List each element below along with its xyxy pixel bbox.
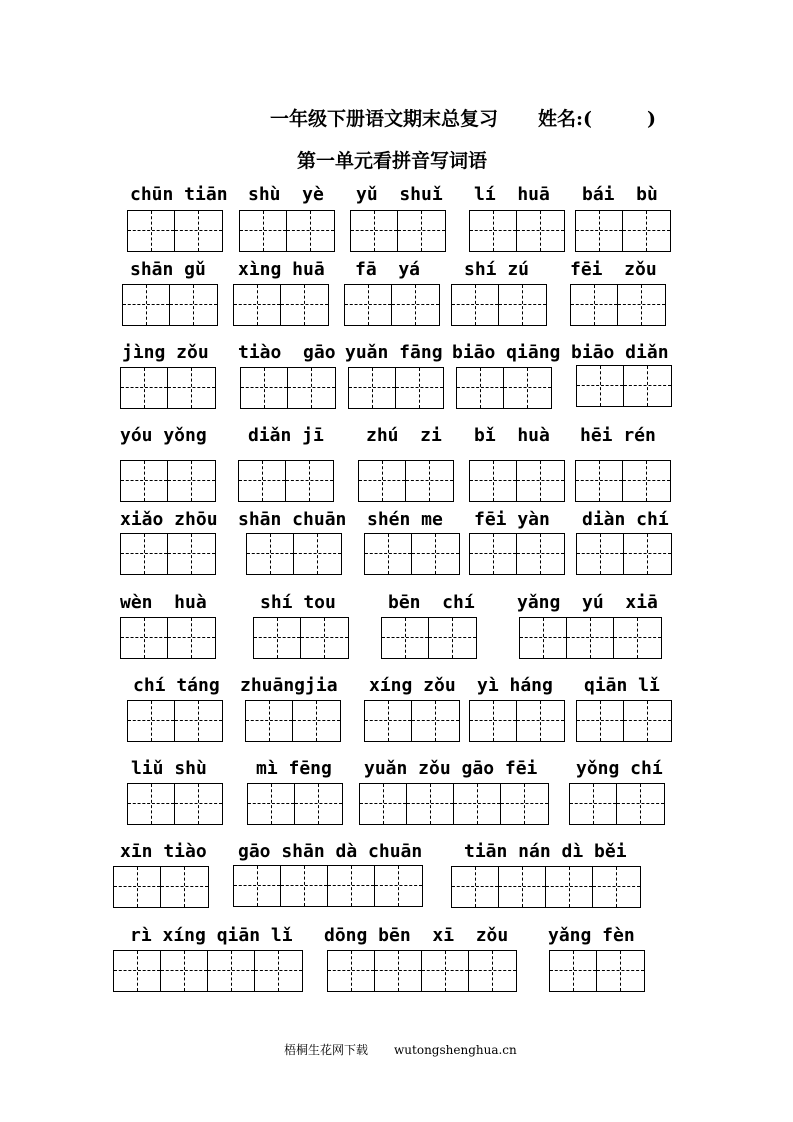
pinyin-label: xīn tiào — [120, 841, 207, 862]
writing-cell[interactable] — [281, 866, 328, 906]
writing-cell[interactable] — [208, 951, 255, 991]
writing-cell[interactable] — [234, 285, 281, 325]
writing-cell[interactable] — [288, 368, 335, 408]
tianzige-grid — [113, 950, 303, 992]
pinyin-label: liǔ shù — [131, 758, 207, 779]
pinyin-label: shí zú — [464, 259, 530, 280]
writing-cell[interactable] — [624, 534, 671, 574]
pinyin-label: yǎng fèn — [548, 925, 635, 946]
pinyin-label: shān gǔ — [130, 259, 206, 280]
tianzige-grid — [348, 367, 444, 409]
tianzige-grid — [122, 284, 218, 326]
writing-cell[interactable] — [301, 618, 348, 658]
writing-cell[interactable] — [593, 867, 640, 907]
pinyin-label: xíng zǒu — [369, 675, 456, 696]
pinyin-label: fā yá — [355, 259, 421, 280]
pinyin-label: yóu yǒng — [120, 425, 207, 446]
writing-cell[interactable] — [123, 285, 170, 325]
pinyin-label: chūn tiān — [130, 184, 228, 205]
tianzige-grid — [576, 700, 672, 742]
writing-cell[interactable] — [501, 784, 548, 824]
writing-cell[interactable] — [234, 866, 281, 906]
writing-cell[interactable] — [550, 951, 597, 991]
writing-cell[interactable] — [240, 211, 287, 251]
tianzige-grid — [469, 533, 565, 575]
pinyin-label: zhú zi — [366, 425, 442, 446]
writing-cell[interactable] — [293, 701, 340, 741]
writing-cell[interactable] — [617, 784, 664, 824]
tianzige-grid — [469, 210, 565, 252]
tianzige-grid — [247, 783, 343, 825]
pinyin-label: gāo shān dà chuān — [238, 841, 423, 862]
footer-site-name: 梧桐生花网下载 — [284, 1043, 369, 1057]
tianzige-grid — [344, 284, 440, 326]
writing-cell[interactable] — [517, 211, 564, 251]
name-close: ) — [647, 108, 657, 130]
writing-cell[interactable] — [470, 701, 517, 741]
writing-cell[interactable] — [168, 534, 215, 574]
tianzige-grid — [350, 210, 446, 252]
writing-cell[interactable] — [351, 211, 398, 251]
writing-cell[interactable] — [614, 618, 661, 658]
writing-cell[interactable] — [241, 368, 288, 408]
writing-cell[interactable] — [470, 461, 517, 501]
pinyin-label: yǔ shuǐ — [356, 184, 443, 205]
pinyin-label: yuǎn fāng — [345, 342, 443, 363]
writing-cell[interactable] — [470, 534, 517, 574]
writing-cell[interactable] — [286, 461, 333, 501]
pinyin-label: yǒng chí — [576, 758, 663, 779]
pinyin-label: hēi rén — [580, 425, 656, 446]
writing-cell[interactable] — [128, 701, 175, 741]
writing-cell[interactable] — [114, 951, 161, 991]
pinyin-label: xiǎo zhōu — [120, 509, 218, 530]
writing-cell[interactable] — [577, 366, 624, 406]
writing-cell[interactable] — [392, 285, 439, 325]
title-text: 一年级下册语文期末总复习 — [270, 108, 499, 130]
writing-cell[interactable] — [499, 867, 546, 907]
writing-cell[interactable] — [624, 701, 671, 741]
tianzige-grid — [575, 210, 671, 252]
writing-cell[interactable] — [382, 618, 429, 658]
tianzige-grid — [549, 950, 645, 992]
tianzige-grid — [120, 533, 216, 575]
pinyin-label: qiān lǐ — [584, 675, 660, 696]
tianzige-grid — [381, 617, 477, 659]
tianzige-grid — [451, 866, 641, 908]
tianzige-grid — [575, 460, 671, 502]
writing-cell[interactable] — [429, 618, 476, 658]
writing-cell[interactable] — [398, 211, 445, 251]
writing-cell[interactable] — [246, 701, 293, 741]
writing-cell[interactable] — [128, 784, 175, 824]
footer-url[interactable]: wutongshenghua.cn — [394, 1043, 517, 1057]
writing-cell[interactable] — [294, 534, 341, 574]
tianzige-grid — [253, 617, 349, 659]
writing-cell[interactable] — [328, 866, 375, 906]
tianzige-grid — [245, 700, 341, 742]
pinyin-label: rì xíng qiān lǐ — [130, 925, 293, 946]
pinyin-label: mì fēng — [256, 758, 332, 779]
writing-cell[interactable] — [328, 951, 375, 991]
writing-cell[interactable] — [457, 368, 504, 408]
pinyin-label: diàn chí — [582, 509, 669, 530]
tianzige-grid — [233, 284, 329, 326]
tianzige-grid — [456, 367, 552, 409]
writing-cell[interactable] — [452, 285, 499, 325]
writing-cell[interactable] — [517, 701, 564, 741]
tianzige-grid — [570, 284, 666, 326]
writing-cell[interactable] — [281, 285, 328, 325]
writing-cell[interactable] — [295, 784, 342, 824]
writing-cell[interactable] — [499, 285, 546, 325]
writing-cell[interactable] — [175, 211, 222, 251]
writing-cell[interactable] — [520, 618, 567, 658]
writing-cell[interactable] — [255, 951, 302, 991]
writing-cell[interactable] — [168, 618, 215, 658]
writing-cell[interactable] — [422, 951, 469, 991]
tianzige-grid — [469, 460, 565, 502]
tianzige-grid — [519, 617, 662, 659]
writing-cell[interactable] — [239, 461, 286, 501]
writing-cell[interactable] — [248, 784, 295, 824]
writing-cell[interactable] — [168, 368, 215, 408]
tianzige-grid — [120, 617, 216, 659]
tianzige-grid — [239, 210, 335, 252]
writing-cell[interactable] — [576, 461, 623, 501]
writing-cell[interactable] — [175, 701, 222, 741]
pinyin-label: shān chuān — [238, 509, 347, 530]
pinyin-label: yǎng yú xiā — [517, 592, 658, 613]
tianzige-grid — [127, 700, 223, 742]
tianzige-grid — [576, 533, 672, 575]
pinyin-label: tiān nán dì běi — [464, 841, 627, 862]
writing-cell[interactable] — [121, 618, 168, 658]
writing-cell[interactable] — [121, 461, 168, 501]
pinyin-label: shù yè — [248, 184, 324, 205]
pinyin-label: biāo qiāng — [452, 342, 561, 363]
pinyin-label: bǐ huà — [474, 425, 550, 446]
writing-cell[interactable] — [170, 285, 217, 325]
pinyin-label: bái bù — [582, 184, 658, 205]
pinyin-label: lí huā — [474, 184, 550, 205]
page-title — [270, 104, 656, 131]
writing-cell[interactable] — [624, 366, 671, 406]
pinyin-label: chí táng — [133, 675, 220, 696]
writing-cell[interactable] — [623, 461, 670, 501]
writing-cell[interactable] — [618, 285, 665, 325]
tianzige-grid — [238, 460, 334, 502]
writing-cell[interactable] — [168, 461, 215, 501]
tianzige-grid — [469, 700, 565, 742]
writing-cell[interactable] — [345, 285, 392, 325]
pinyin-label: diǎn jī — [248, 425, 324, 446]
pinyin-label: shí tou — [260, 592, 336, 613]
tianzige-grid — [364, 533, 460, 575]
writing-cell[interactable] — [121, 368, 168, 408]
writing-cell[interactable] — [375, 951, 422, 991]
writing-cell[interactable] — [454, 784, 501, 824]
writing-cell[interactable] — [546, 867, 593, 907]
writing-cell[interactable] — [577, 534, 624, 574]
writing-cell[interactable] — [570, 784, 617, 824]
tianzige-grid — [358, 460, 454, 502]
writing-cell[interactable] — [412, 701, 459, 741]
writing-cell[interactable] — [412, 534, 459, 574]
writing-cell[interactable] — [504, 368, 551, 408]
writing-cell[interactable] — [287, 211, 334, 251]
tianzige-grid — [327, 950, 517, 992]
pinyin-label: xìng huā — [238, 259, 325, 280]
tianzige-grid — [451, 284, 547, 326]
writing-cell[interactable] — [452, 867, 499, 907]
tianzige-grid — [120, 460, 216, 502]
writing-cell[interactable] — [623, 211, 670, 251]
footer — [284, 1041, 517, 1058]
writing-cell[interactable] — [247, 534, 294, 574]
writing-cell[interactable] — [121, 534, 168, 574]
writing-cell[interactable] — [161, 867, 208, 907]
writing-cell[interactable] — [175, 784, 222, 824]
tianzige-grid — [569, 783, 665, 825]
pinyin-label: shén me — [367, 509, 443, 530]
writing-cell[interactable] — [360, 784, 407, 824]
pinyin-label: yì háng — [477, 675, 553, 696]
pinyin-label: tiào gāo — [238, 342, 336, 363]
tianzige-grid — [576, 365, 672, 407]
pinyin-label: yuǎn zǒu gāo fēi — [364, 758, 538, 779]
writing-cell[interactable] — [349, 368, 396, 408]
tianzige-grid — [246, 533, 342, 575]
pinyin-label: fēi zǒu — [570, 259, 657, 280]
tianzige-grid — [233, 865, 423, 907]
writing-cell[interactable] — [577, 701, 624, 741]
writing-cell[interactable] — [359, 461, 406, 501]
writing-cell[interactable] — [365, 534, 412, 574]
section-subtitle: 第一单元看拼音写词语 — [297, 150, 488, 172]
tianzige-grid — [120, 367, 216, 409]
tianzige-grid — [127, 210, 223, 252]
tianzige-grid — [127, 783, 223, 825]
writing-cell[interactable] — [254, 618, 301, 658]
writing-cell[interactable] — [406, 461, 453, 501]
writing-cell[interactable] — [114, 867, 161, 907]
pinyin-label: biāo diǎn — [571, 342, 669, 363]
pinyin-label: zhuāngjia — [240, 675, 338, 696]
pinyin-label: fēi yàn — [474, 509, 550, 530]
tianzige-grid — [364, 700, 460, 742]
tianzige-grid — [240, 367, 336, 409]
writing-cell[interactable] — [396, 368, 443, 408]
writing-cell[interactable] — [597, 951, 644, 991]
tianzige-grid — [359, 783, 549, 825]
writing-cell[interactable] — [161, 951, 208, 991]
writing-cell[interactable] — [567, 618, 614, 658]
pinyin-label: bēn chí — [388, 592, 475, 613]
writing-cell[interactable] — [517, 534, 564, 574]
pinyin-label: wèn huà — [120, 592, 207, 613]
writing-cell[interactable] — [365, 701, 412, 741]
name-label: 姓名:( — [538, 108, 593, 130]
writing-cell[interactable] — [128, 211, 175, 251]
writing-cell[interactable] — [517, 461, 564, 501]
writing-cell[interactable] — [375, 866, 422, 906]
writing-cell[interactable] — [576, 211, 623, 251]
writing-cell[interactable] — [469, 951, 516, 991]
pinyin-label: dōng bēn xī zǒu — [324, 925, 509, 946]
writing-cell[interactable] — [571, 285, 618, 325]
writing-cell[interactable] — [470, 211, 517, 251]
writing-cell[interactable] — [407, 784, 454, 824]
tianzige-grid — [113, 866, 209, 908]
pinyin-label: jìng zǒu — [122, 342, 209, 363]
